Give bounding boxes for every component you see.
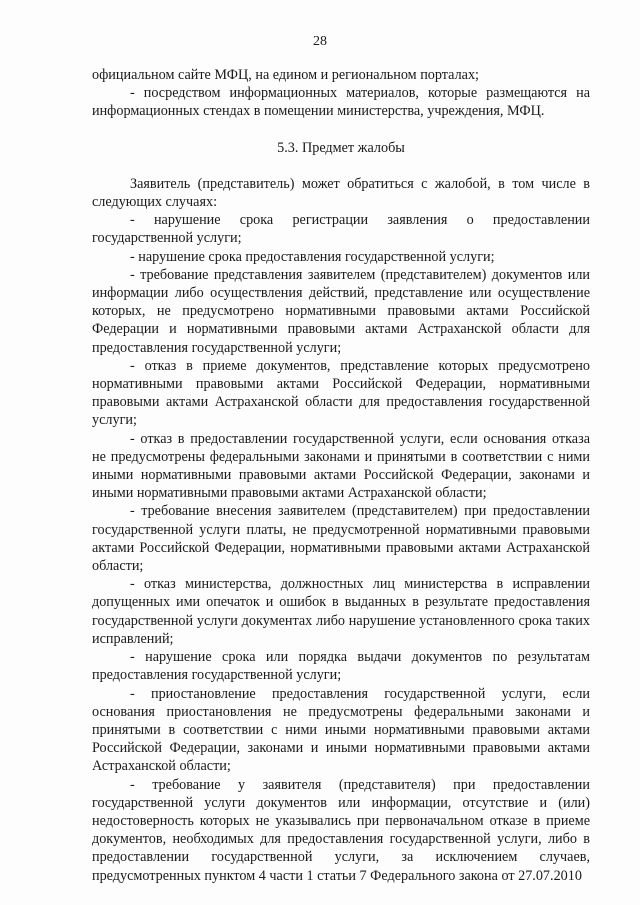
list-item: - требование внесения заявителем (представителем) при предоставлении государственной услуги платы, не предусмотренной нормативными правовыми актами Российской Федерации, нормативными правовыми актами Астраханской области; xyxy=(92,503,590,575)
page-number: 28 xyxy=(313,34,327,49)
list-item: - нарушение срока предоставления государственной услуги; xyxy=(130,248,495,265)
lead-paragraph: Заявитель (представитель) может обратиться с жалобой, в том числе в следующих случаях: xyxy=(92,175,590,211)
list-item: - отказ в приеме документов, представление которых предусмотрено нормативными правовыми актами Российской Федерации, нормативными правовыми актами Астраханской области для предоставления государственной услуги; xyxy=(92,357,590,429)
paragraph-info-stands: - посредством информационных материалов, которые размещаются на информационных стендах в помещении министерства, учреждения, МФЦ. xyxy=(92,85,590,120)
list-item: - требование у заявителя (представителя) при предоставлении государственной услуги документов или информации, отсутствие и (или) недостоверность которых не указывались при первоначальном отказе в приеме документов, необходимых для предоставления государственной услуги, либо в предоставлении государственной услуги, за исключением случаев, предусмотренных пунктом 4 части 1 статьи 7 Федерального закона от 27.07.2010 xyxy=(92,776,590,884)
section-heading: 5.3. Предмет жалобы xyxy=(277,139,405,156)
list-item: - нарушение срока или порядка выдачи документов по результатам предоставления государственной услуги; xyxy=(92,649,590,684)
list-item: - отказ в предоставлении государственной услуги, если основания отказа не предусмотрены федеральными законами и принятыми в соответствии с ними иными нормативными правовыми актами Российской Федерации, законами и иными нормативными правовыми актами Астраханской области; xyxy=(92,430,590,502)
list-item: - приостановление предоставления государственной услуги, если основания приостановления не предусмотрены федеральными законами и принятыми в соответствии с ними иными нормативными правовыми актами Российской Федерации, законами и иными нормативными правовыми актами Астраханской области; xyxy=(92,685,590,775)
document-body xyxy=(92,66,590,885)
paragraph-continuation: официальном сайте МФЦ, на едином и региональном порталах; xyxy=(92,67,479,83)
list-item: - отказ министерства, должностных лиц министерства в исправлении допущенных ими опечаток и ошибок в выданных в результате предоставления государственной услуги документах либо нарушение установленного срока таких исправлений; xyxy=(92,576,590,647)
list-item: - нарушение срока регистрации заявления о предоставлении государственной услуги; xyxy=(92,212,590,247)
list-item: - требование представления заявителем (представителем) документов или информации либо осуществления действий, представление или осуществление которых, не предусмотрено нормативными правовыми актами Российской Федерации и нормативными правовыми актами Астраханской области для предоставления государственной услуги; xyxy=(92,266,590,356)
